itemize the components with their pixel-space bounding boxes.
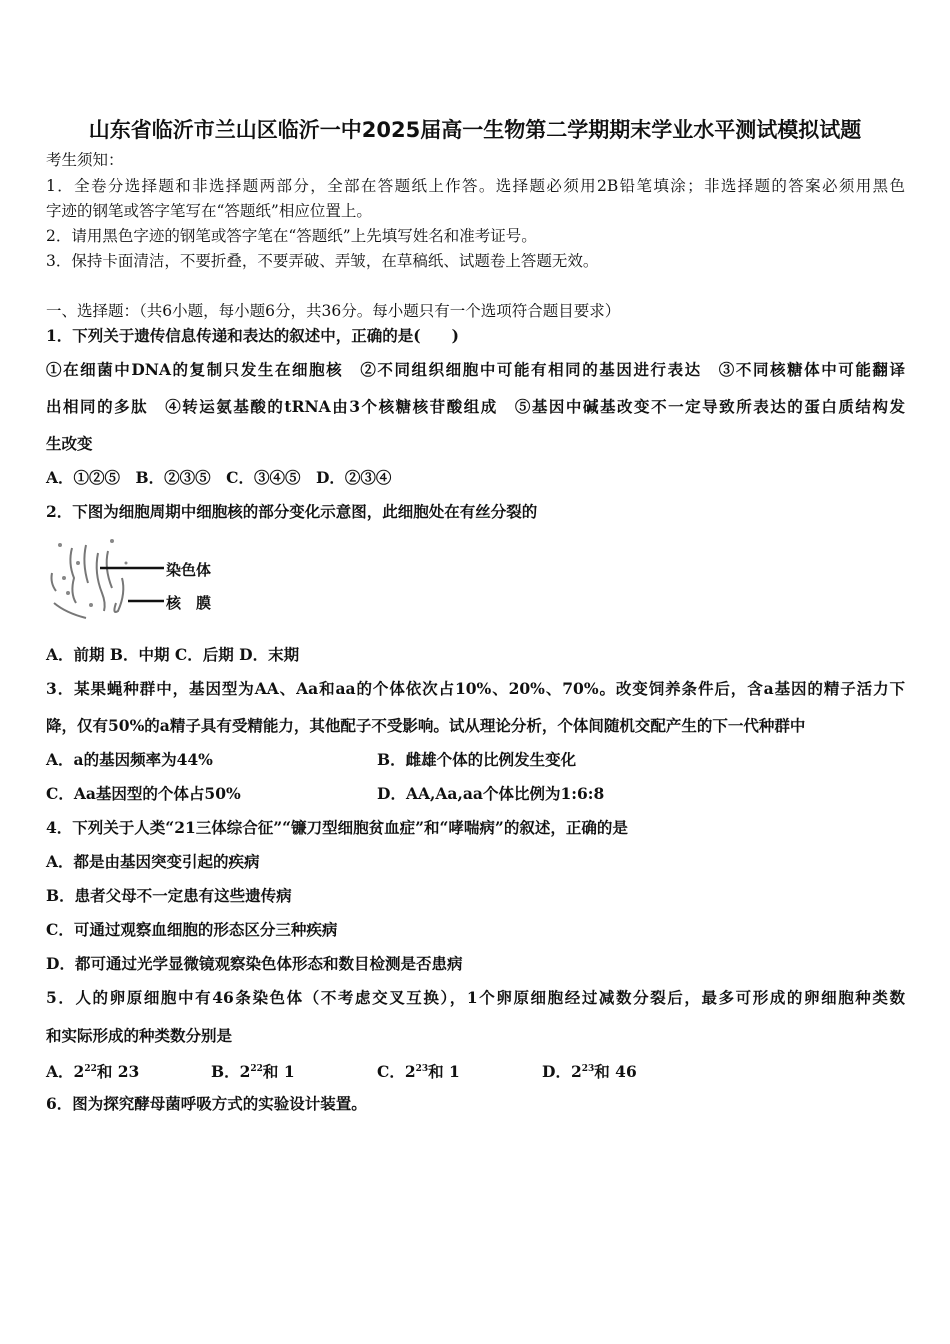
q2-options: A．前期 B．中期 C．后期 D．末期 bbox=[46, 645, 300, 664]
exponent: 22 bbox=[250, 1064, 263, 1074]
option-text: 和 1 bbox=[262, 1062, 295, 1082]
q5-option-a bbox=[46, 1059, 139, 1082]
option-text: A．2 bbox=[46, 1062, 85, 1082]
q3-line: 3．某果蝇种群中，基因型为AA、Aa和aa的个体依次占10%、20%、70%。改变饲养条件后，含a基因的精子活力下 bbox=[46, 679, 905, 698]
page-title: 山东省临沂市兰山区临沂一中2025届高一生物第二学期期末学业水平测试模拟试题 bbox=[88, 118, 862, 142]
exponent: 22 bbox=[84, 1064, 97, 1074]
q6-stem: 6．图为探究酵母菌呼吸方式的实验设计装置。 bbox=[46, 1094, 367, 1113]
chromosome-diagram bbox=[46, 533, 166, 625]
q1-options: A．①②⑤ B．②③⑤ C．③④⑤ D．②③④ bbox=[46, 468, 392, 487]
q3-option-d: D．AA,Aa,aa个体比例为1:6:8 bbox=[377, 784, 605, 803]
q4-option-d: D．都可通过光学显微镜观察染色体形态和数目检测是否患病 bbox=[46, 954, 463, 973]
notice-line: 2．请用黑色字迹的钢笔或答字笔在“答题纸”上先填写姓名和准考证号。 bbox=[46, 227, 537, 245]
q4-option-a: A．都是由基因突变引起的疾病 bbox=[46, 852, 260, 871]
q3-line: 降，仅有50%的a精子具有受精能力，其他配子不受影响。试从理论分析，个体间随机交配产生的下一代种群中 bbox=[46, 716, 806, 735]
q5-option-b bbox=[211, 1059, 295, 1082]
notice-line: 字迹的钢笔或答字笔写在“答题纸”相应位置上。 bbox=[46, 202, 372, 220]
q1-line: ①在细菌中DNA的复制只发生在细胞核 ②不同组织细胞中可能有相同的基因进行表达 ③不同核糖体中可能翻译 bbox=[46, 360, 905, 379]
option-text: 和 23 bbox=[96, 1062, 140, 1082]
exponent: 23 bbox=[415, 1064, 429, 1074]
label-chromosome: 染色体 bbox=[166, 561, 212, 579]
notice-line: 1．全卷分选择题和非选择题两部分，全部在答题纸上作答。选择题必须用2B铅笔填涂；非选择题的答案必须用黑色 bbox=[46, 177, 905, 195]
q4-option-c: C．可通过观察血细胞的形态区分三种疾病 bbox=[46, 920, 338, 939]
q4-stem: 4．下列关于人类“21三体综合征”“镰刀型细胞贫血症”和“哮喘病”的叙述，正确的是 bbox=[46, 818, 628, 837]
q5-option-c bbox=[377, 1059, 460, 1082]
option-text: B．2 bbox=[211, 1062, 251, 1082]
exponent: 23 bbox=[581, 1064, 595, 1074]
q5-line: 5．人的卵原细胞中有46条染色体（不考虑交叉互换），1个卵原细胞经过减数分裂后，最多可形成的卵细胞种类数 bbox=[46, 988, 905, 1007]
option-text: C．2 bbox=[377, 1062, 416, 1082]
q3-option-c: C．Aa基因型的个体占50% bbox=[46, 784, 241, 803]
q4-option-b: B．患者父母不一定患有这些遗传病 bbox=[46, 886, 292, 905]
q1-line: 出相同的多肽 ④转运氨基酸的tRNA由3个核糖核苷酸组成 ⑤基因中碱基改变不一定导致所表达的蛋白质结构发 bbox=[46, 397, 905, 416]
label-nuclear-membrane: 核 膜 bbox=[166, 594, 212, 612]
option-text: 和 1 bbox=[428, 1062, 460, 1082]
notice-heading: 考生须知： bbox=[46, 151, 124, 169]
q3-option-b: B．雌雄个体的比例发生变化 bbox=[377, 750, 577, 769]
section-heading: 一、选择题：（共6小题，每小题6分，共36分。每小题只有一个选项符合题目要求） bbox=[46, 302, 621, 320]
q1-stem: 1．下列关于遗传信息传递和表达的叙述中，正确的是( ) bbox=[46, 326, 459, 345]
option-text: 和 46 bbox=[594, 1062, 637, 1082]
q1-line: 生改变 bbox=[46, 434, 93, 453]
q5-line: 和实际形成的种类数分别是 bbox=[46, 1026, 233, 1045]
notice-line: 3．保持卡面清洁，不要折叠，不要弄破、弄皱，在草稿纸、试题卷上答题无效。 bbox=[46, 252, 599, 270]
cell-nucleus-figure bbox=[46, 533, 226, 625]
q2-stem: 2．下图为细胞周期中细胞核的部分变化示意图，此细胞处在有丝分裂的 bbox=[46, 502, 538, 521]
q5-option-d bbox=[542, 1059, 637, 1082]
option-text: D．2 bbox=[542, 1062, 582, 1082]
q3-option-a: A．a的基因频率为44% bbox=[46, 750, 213, 769]
